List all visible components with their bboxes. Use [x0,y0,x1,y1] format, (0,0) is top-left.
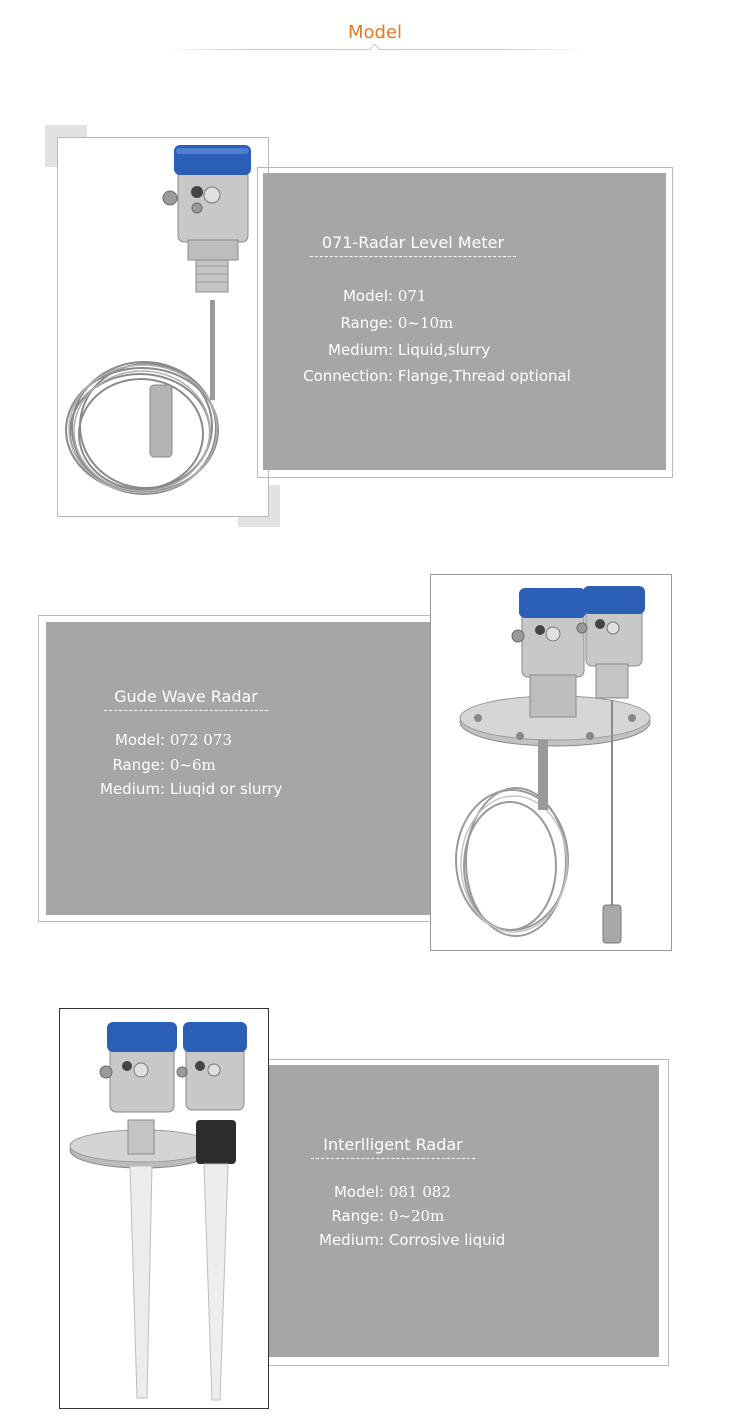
spec-separator: : [160,731,166,749]
spec-separator: : [388,287,394,305]
spec-separator: : [388,314,394,332]
product-2-title: Gude Wave Radar [104,687,268,711]
spec-label: Connection [303,367,388,385]
spec-value: Flange,Thread optional [397,367,571,385]
spec-label: Medium [319,1231,379,1249]
spec-label: Model [333,1183,379,1201]
spec-value: 081 082 [388,1183,451,1201]
spec-separator: : [160,756,166,774]
spec-separator: : [388,367,394,385]
spec-value: 0~6m [169,756,216,774]
product-3-title: Interlligent Radar [311,1135,475,1159]
spec-value: 0~20m [388,1207,445,1225]
spec-separator: : [379,1231,385,1249]
spec-label: Range [331,1207,379,1225]
spec-value: 072 073 [169,731,232,749]
product-3-spec-model [313,1183,451,1201]
product-1-title: 071-Radar Level Meter [310,233,516,257]
spec-label: Range [112,756,160,774]
spec-label: Medium [328,341,388,359]
spec-value: Corrosive liquid [388,1231,506,1249]
spec-separator: : [388,341,394,359]
product-3-spec-medium [313,1231,505,1249]
spec-value: 071 [397,287,427,305]
spec-value: 0~10m [397,314,454,332]
spec-separator: : [160,780,166,798]
section-title: Model [347,22,403,43]
spec-label: Range [340,314,388,332]
spec-separator: : [379,1183,385,1201]
spec-label: Model [342,287,388,305]
spec-label: Model [114,731,160,749]
spec-value: Liuqid or slurry [169,780,283,798]
spec-value: Liquid,slurry [397,341,491,359]
spec-separator: : [379,1207,385,1225]
spec-label: Medium [100,780,160,798]
product-3-spec-range [313,1207,444,1225]
